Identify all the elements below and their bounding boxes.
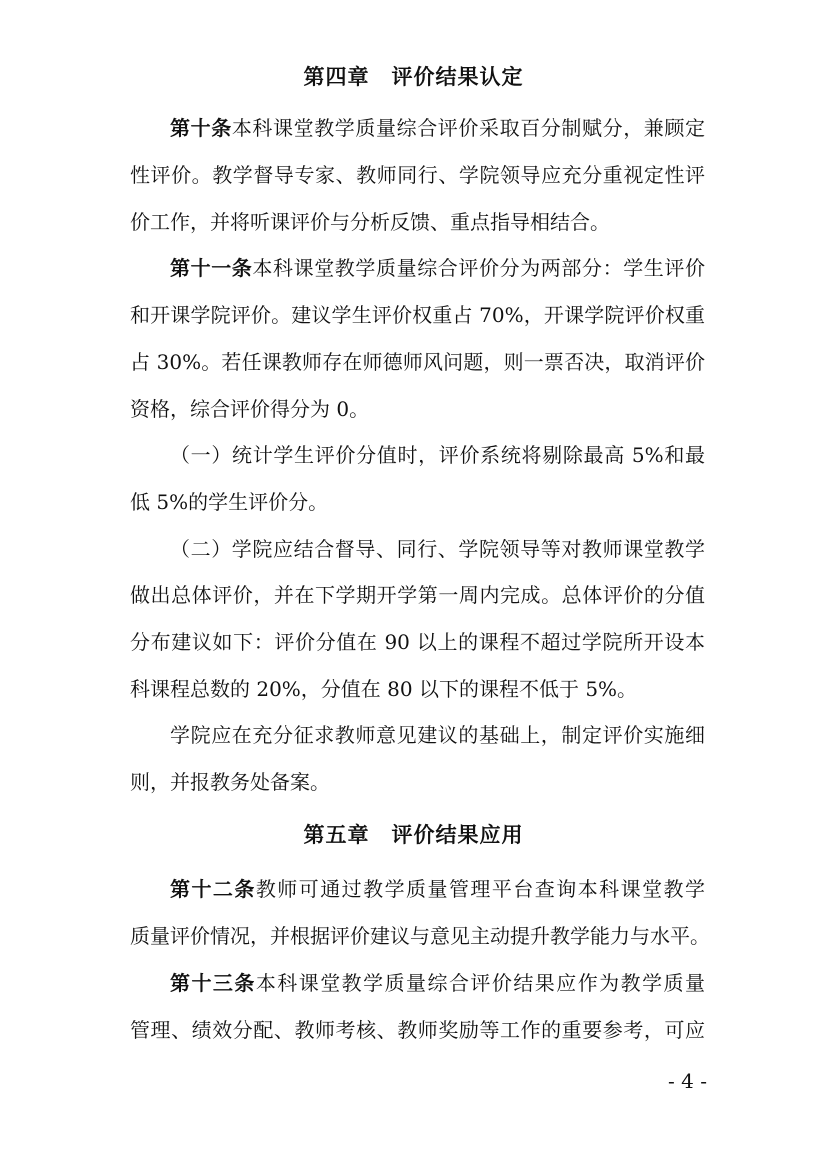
item-2-line-2: 做出总体评价，并在下学期开学第一周内完成。总体评价的分值 [130,583,705,607]
article-11-label: 第十一条 [170,256,253,280]
article-12-line-2: 质量评价情况，并根据评价建议与意见主动提升教学能力与水平。 [130,924,710,948]
closing-line-1: 学院应在充分征求教师意见建议的基础上，制定评价实施细 [170,723,705,747]
article-11-line-3: 占 30%。若任课教师存在师德师风问题，则一票否决，取消评价 [130,350,705,374]
article-12-line-1: 第十二条教师可通过教学质量管理平台查询本科课堂教学 [170,877,706,901]
article-13-line-2: 管理、绩效分配、教师考核、教师奖励等工作的重要参考，可应 [130,1018,705,1042]
page-number: - 4 - [668,1069,707,1093]
article-11-line-2: 和开课学院评价。建议学生评价权重占 70%，开课学院评价权重 [130,303,705,327]
item-2-line-4: 科课程总数的 20%，分值在 80 以下的课程不低于 5%。 [130,677,638,701]
article-10-label: 第十条 [170,116,232,140]
article-10-line-1: 第十条本科课堂教学质量综合评价采取百分制赋分，兼顾定 [170,116,706,140]
chapter-4-heading: 第四章 评价结果认定 [303,65,524,89]
article-13-label: 第十三条 [170,971,256,995]
item-1-line-1: （一）统计学生评价分值时，评价系统将剔除最高 5%和最 [170,443,705,467]
article-10-line-3: 价工作，并将听课评价与分析反馈、重点指导相结合。 [130,210,610,234]
article-11-line-1: 第十一条本科课堂教学质量综合评价分为两部分：学生评价 [170,256,706,280]
article-12-label: 第十二条 [170,877,256,901]
chapter-5-heading: 第五章 评价结果应用 [303,823,524,847]
article-13-line-1: 第十三条本科课堂教学质量综合评价结果应作为教学质量 [170,971,706,995]
item-1-line-2: 低 5%的学生评价分。 [130,490,329,514]
article-10-line-2: 性评价。教学督导专家、教师同行、学院领导应充分重视定性评 [130,163,705,187]
article-11-line-4: 资格，综合评价得分为 0。 [130,397,370,421]
closing-line-2: 则，并报教务处备案。 [130,770,330,794]
item-2-line-1: （二）学院应结合督导、同行、学院领导等对教师课堂教学 [170,537,705,561]
item-2-line-3: 分布建议如下：评价分值在 90 以上的课程不超过学院所开设本 [130,630,705,654]
